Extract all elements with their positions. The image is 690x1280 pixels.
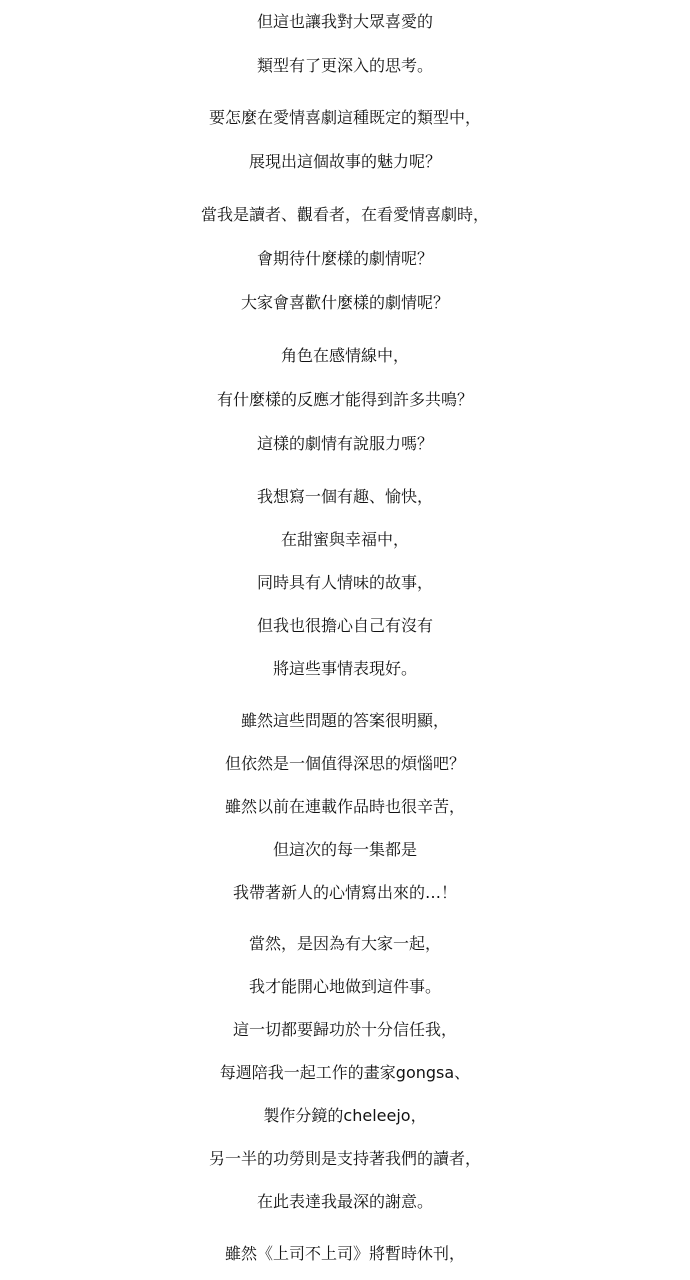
text-line: 但這也讓我對大眾喜愛的 [256,12,433,31]
text-line: 這一切都要歸功於十分信任我， [232,1020,457,1039]
text-line: 角色在感情線中， [280,346,409,365]
text-line: 當我是讀者、觀看者，在看愛情喜劇時， [200,205,489,224]
text-line: 在甜蜜與幸福中， [280,530,409,549]
text-line: 我想寫一個有趣、愉快， [256,487,433,506]
text-line: 有什麼樣的反應才能得到許多共鳴？ [216,390,473,409]
text-line: 大家會喜歡什麼樣的劇情呢？ [240,293,449,312]
text-line: 雖然《上司不上司》將暫時休刊， [224,1244,465,1263]
text-line: 當然，是因為有大家一起， [248,934,441,953]
text-line: 同時具有人情味的故事， [256,573,433,592]
text-line: 製作分鏡的cheleejo， [263,1106,427,1125]
text-line: 要怎麼在愛情喜劇這種既定的類型中， [208,108,481,127]
text-line: 將這些事情表現好。 [272,659,417,678]
text-line: 但這次的每一集都是 [272,840,417,859]
text-line: 會期待什麼樣的劇情呢？ [256,249,433,268]
text-line: 我帶著新人的心情寫出來的…！ [232,883,457,902]
text-line: 雖然以前在連載作品時也很辛苦， [224,797,465,816]
text-line: 這樣的劇情有說服力嗎？ [256,434,433,453]
text-line: 類型有了更深入的思考。 [256,56,433,75]
text-line: 在此表達我最深的謝意。 [256,1192,433,1211]
text-line: 每週陪我一起工作的畫家gongsa、 [219,1063,471,1082]
text-line: 另一半的功勞則是支持著我們的讀者， [208,1149,481,1168]
text-line: 我才能開心地做到這件事。 [248,977,441,996]
text-line: 但我也很擔心自己有沒有 [256,616,433,635]
text-line: 但依然是一個值得深思的煩惱吧？ [224,754,465,773]
text-line: 雖然這些問題的答案很明顯， [240,711,449,730]
text-line: 展現出這個故事的魅力呢？ [248,152,441,171]
